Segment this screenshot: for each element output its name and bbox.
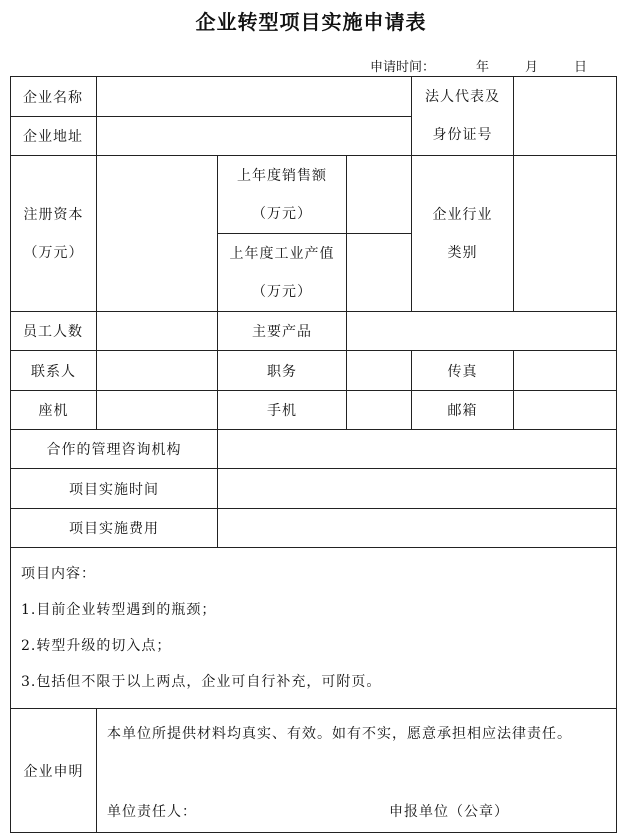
- email-label: 邮箱: [412, 391, 514, 430]
- consulting-agency-field[interactable]: [218, 430, 617, 469]
- registered-capital-label: [11, 156, 97, 312]
- position-field[interactable]: [347, 351, 412, 391]
- date-month-label: 月: [525, 60, 539, 75]
- contact-person-label: 联系人: [11, 351, 97, 391]
- declaration-label: 企业申明: [11, 709, 97, 833]
- legal-rep-label: [412, 77, 514, 156]
- mobile-field[interactable]: [347, 391, 412, 430]
- company-address-field[interactable]: [97, 117, 412, 156]
- employees-label: 员工人数: [11, 312, 97, 351]
- email-field[interactable]: [514, 391, 617, 430]
- implementation-cost-field[interactable]: [218, 509, 617, 548]
- fax-label: 传真: [412, 351, 514, 391]
- landline-label: 座机: [11, 391, 97, 430]
- mobile-label: 手机: [218, 391, 347, 430]
- last-year-sales-label-line2: （万元）: [252, 205, 312, 222]
- last-year-sales-label: [218, 156, 347, 234]
- application-form-table: [10, 76, 617, 833]
- form-title: 企业转型项目实施申请表: [195, 10, 427, 34]
- implementation-time-label: 项目实施时间: [11, 469, 218, 509]
- last-year-output-label: [218, 234, 347, 312]
- registered-capital-label-line1: 注册资本: [23, 206, 84, 223]
- registered-capital-field[interactable]: [97, 156, 218, 312]
- position-label: 职务: [218, 351, 347, 391]
- legal-rep-label-line2: 身份证号: [432, 127, 493, 143]
- application-date-label: 申请时间：: [370, 60, 436, 75]
- project-content-item-2: 2.转型升级的切入点；: [21, 638, 172, 654]
- industry-category-label-line2: 类别: [447, 244, 478, 261]
- declaration-statement: 本单位所提供材料均真实、有效。如有不实，愿意承担相应法律责任。: [107, 726, 572, 742]
- date-day-label: 日: [574, 60, 588, 75]
- consulting-agency-label: 合作的管理咨询机构: [11, 430, 218, 469]
- project-content-heading: 项目内容：: [21, 566, 96, 582]
- industry-category-label-line1: 企业行业: [432, 206, 493, 223]
- industry-category-label: [412, 156, 514, 312]
- implementation-cost-label: 项目实施费用: [11, 509, 218, 548]
- fax-field[interactable]: [514, 351, 617, 391]
- date-year-label: 年: [476, 60, 490, 75]
- legal-rep-label-line1: 法人代表及: [425, 89, 501, 105]
- project-content-item-3: 3.包括但不限于以上两点，企业可自行补充，可附页。: [21, 674, 382, 690]
- company-name-label: 企业名称: [11, 77, 97, 117]
- company-name-field[interactable]: [97, 77, 412, 117]
- project-content-item-1: 1.目前企业转型遇到的瓶颈；: [21, 602, 217, 618]
- project-content-cell[interactable]: [11, 548, 617, 709]
- industry-category-field[interactable]: [514, 156, 617, 312]
- company-address-label: 企业地址: [11, 117, 97, 156]
- implementation-time-field[interactable]: [218, 469, 617, 509]
- landline-field[interactable]: [97, 391, 218, 430]
- legal-rep-field[interactable]: [514, 77, 617, 156]
- contact-person-field[interactable]: [97, 351, 218, 391]
- employees-field[interactable]: [97, 312, 218, 351]
- registered-capital-label-line2: （万元）: [23, 244, 84, 261]
- last-year-output-label-line1: 上年度工业产值: [229, 245, 335, 262]
- last-year-output-label-line2: （万元）: [252, 283, 312, 300]
- responsible-person-label: 单位责任人：: [107, 804, 197, 820]
- last-year-sales-label-line1: 上年度销售额: [237, 167, 327, 184]
- declaration-cell: [97, 709, 617, 833]
- main-products-field[interactable]: [347, 312, 617, 351]
- last-year-sales-field[interactable]: [347, 156, 412, 234]
- application-date-line: [0, 56, 622, 74]
- applicant-unit-seal-label: 申报单位（公章）: [389, 804, 509, 820]
- main-products-label: 主要产品: [218, 312, 347, 351]
- last-year-output-field[interactable]: [347, 234, 412, 312]
